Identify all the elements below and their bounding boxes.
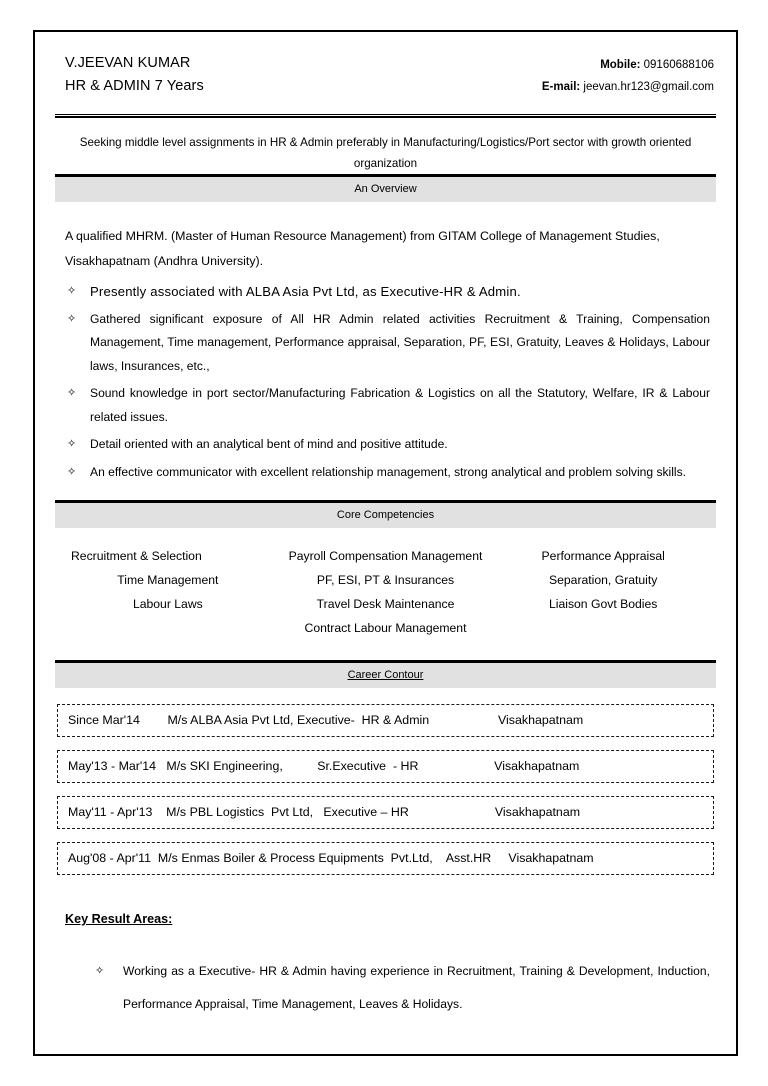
candidate-name: V.JEEVAN KUMAR — [65, 55, 191, 71]
competencies-section-header — [55, 500, 716, 528]
mobile-value: 09160688106 — [643, 59, 714, 71]
key-result-areas-list — [65, 955, 710, 1021]
competency-cell: Time Management — [117, 573, 219, 587]
resume-page — [33, 30, 738, 1056]
competency-cell: Payroll Compensation Management — [288, 549, 483, 563]
objective-statement: Seeking middle level assignments in HR & Admin preferably in Manufacturing/Logistics/Port sector with growth oriented organization — [79, 136, 692, 170]
overview-intro: A qualified MHRM. (Master of Human Resource Management) from GITAM College of Management Studies, Visakhapatnam (Andhra University). — [65, 229, 660, 268]
competencies-heading: Core Competencies — [55, 503, 716, 528]
bullet-text: Working as a Executive- HR & Admin having experience in Recruitment, Training & Development, Induction, Performance Appraisal, Time Management, Leaves & Holidays. — [123, 964, 710, 1011]
career-rows — [53, 704, 718, 875]
table-row: May'13 - Mar'14 M/s SKI Engineering, Sr.Executive - HR Visakhapatnam — [57, 750, 714, 783]
competencies-row — [59, 592, 712, 616]
competencies-grid — [53, 544, 718, 640]
bullet-text: Sound knowledge in port sector/Manufacturing Fabrication & Logistics on all the Statutory, Welfare, IR & Labour related issues. — [90, 386, 710, 424]
diamond-bullet-icon: ✧ — [67, 387, 77, 399]
diamond-bullet-icon: ✧ — [67, 465, 77, 478]
list-item — [65, 433, 710, 457]
header-divider — [55, 114, 716, 118]
diamond-bullet-icon: ✧ — [67, 312, 77, 325]
competency-cell: PF, ESI, PT & Insurances — [316, 573, 455, 587]
overview-bullet-list — [65, 280, 710, 484]
competency-cell: Contract Labour Management — [304, 621, 467, 635]
overview-heading: An Overview — [55, 177, 716, 202]
competency-cell: Separation, Gratuity — [548, 573, 658, 587]
table-row: Aug'08 - Apr'11 M/s Enmas Boiler & Process Equipments Pvt.Ltd, Asst.HR Visakhapatnam — [57, 842, 714, 875]
email-value: jeevan.hr123@gmail.com — [583, 81, 714, 93]
overview-section-header — [55, 174, 716, 202]
key-result-areas-heading: Key Result Areas: — [65, 912, 173, 926]
mobile-label: Mobile: — [600, 59, 641, 71]
diamond-bullet-icon: ✧ — [95, 965, 105, 977]
key-result-areas-section — [53, 909, 718, 1021]
diamond-bullet-icon: ✧ — [67, 438, 77, 450]
list-item — [65, 461, 710, 485]
career-section-header — [55, 660, 716, 688]
table-row: Since Mar'14 M/s ALBA Asia Pvt Ltd, Executive- HR & Admin Visakhapatnam — [57, 704, 714, 737]
header-identity — [65, 52, 204, 98]
competency-cell: Performance Appraisal — [541, 549, 665, 563]
competency-cell: Liaison Govt Bodies — [548, 597, 658, 611]
bullet-text: Presently associated with ALBA Asia Pvt Ltd, as Executive-HR & Admin. — [90, 284, 521, 299]
overview-body — [53, 224, 718, 484]
career-heading: Career Contour — [55, 663, 716, 688]
resume-header — [53, 52, 718, 98]
table-row: May'11 - Apr'13 M/s PBL Logistics Pvt Ltd, Executive – HR Visakhapatnam — [57, 796, 714, 829]
bullet-text: Detail oriented with an analytical bent of mind and positive attitude. — [90, 437, 448, 451]
email-line — [542, 76, 714, 98]
header-contact — [542, 52, 714, 98]
diamond-bullet-icon: ✧ — [67, 285, 77, 297]
email-label: E-mail: — [541, 81, 581, 93]
list-item — [65, 382, 710, 429]
competency-cell: Recruitment & Selection — [71, 549, 202, 563]
list-item — [65, 280, 710, 304]
competency-cell: Travel Desk Maintenance — [316, 597, 455, 611]
competencies-row — [59, 616, 712, 640]
list-item — [65, 308, 710, 379]
bullet-text: Gathered significant exposure of All HR Admin related activities Recruitment & Training, Compensation Management, Time management, Performance appraisal, Separation, PF, ESI, Gratuity, Leaves & Holidays, Labour laws, Insurances, etc., — [90, 311, 710, 373]
competency-cell: Labour Laws — [132, 597, 203, 611]
candidate-role: HR & ADMIN 7 Years — [65, 78, 204, 94]
bullet-text: An effective communicator with excellent relationship management, strong analytical and problem solving skills. — [90, 464, 687, 479]
mobile-line — [542, 54, 714, 76]
competencies-row — [59, 544, 712, 568]
list-item — [95, 955, 710, 1021]
competencies-row — [59, 568, 712, 592]
